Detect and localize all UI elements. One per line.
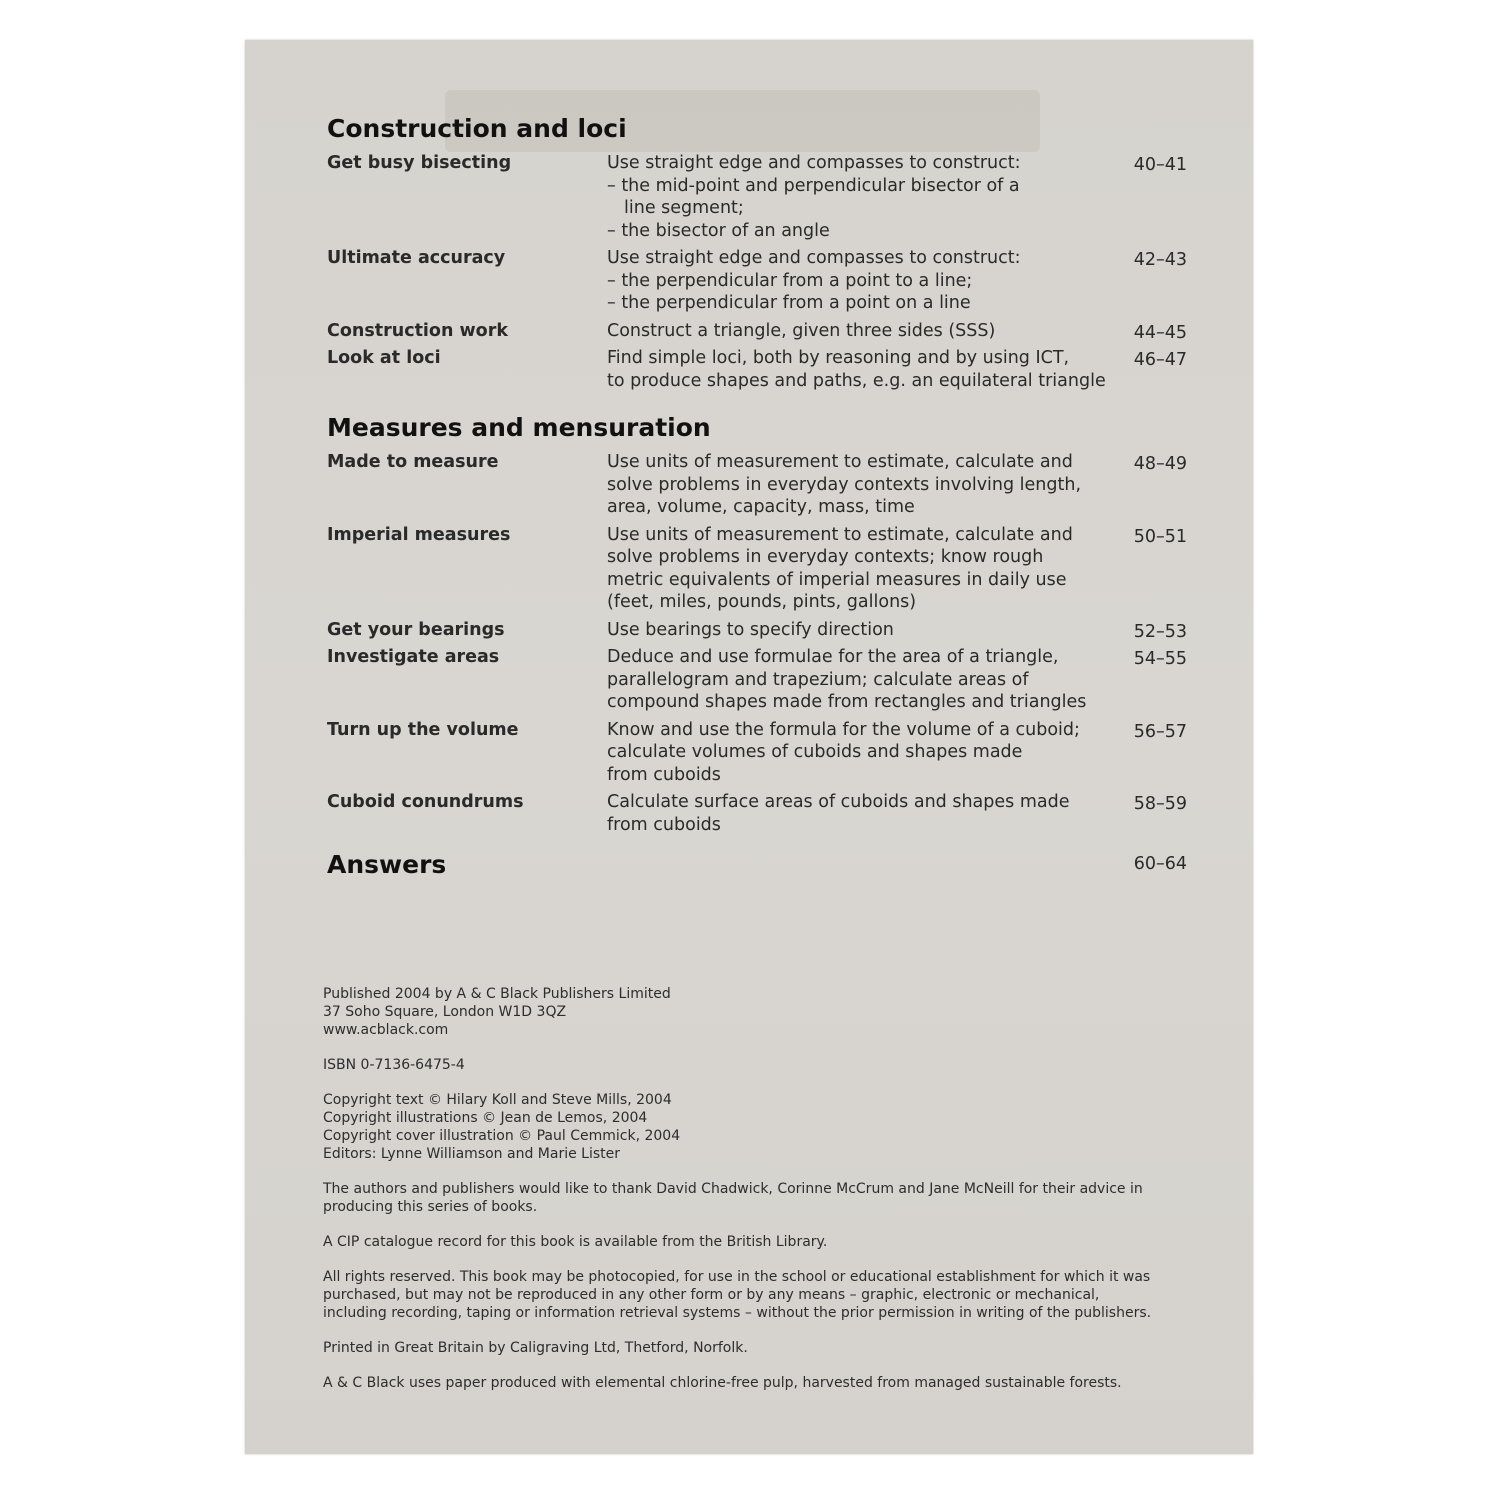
contents-row bbox=[327, 646, 1197, 714]
publisher-info bbox=[323, 985, 1203, 1039]
page-range: 42–43 bbox=[1133, 250, 1187, 270]
description-line: to produce shapes and paths, e.g. an equilateral triangle bbox=[607, 370, 1106, 391]
topic-description bbox=[607, 619, 1107, 642]
page-range: 46–47 bbox=[1133, 350, 1187, 370]
description-line: Know and use the formula for the volume of a cuboid; bbox=[607, 719, 1080, 740]
section-gap bbox=[327, 397, 1197, 411]
topic-description bbox=[607, 320, 1107, 343]
description-line: calculate volumes of cuboids and shapes made bbox=[607, 742, 1023, 762]
topic-title: Turn up the volume bbox=[327, 719, 519, 740]
contents-list bbox=[327, 112, 1197, 888]
page-range: 48–49 bbox=[1133, 454, 1187, 474]
copyright-line: Copyright illustrations © Jean de Lemos, 2004 bbox=[323, 1110, 648, 1126]
rights-line: including recording, taping or information retrieval systems – without the prior permission in writing of the publishers. bbox=[323, 1305, 1152, 1321]
topic-description bbox=[607, 247, 1107, 315]
section-measures-and-mensuration bbox=[327, 411, 1197, 836]
description-line: Use straight edge and compasses to construct: bbox=[607, 248, 1021, 268]
topic-title: Look at loci bbox=[327, 348, 441, 368]
section-construction-and-loci bbox=[327, 112, 1197, 392]
cip-notice: A CIP catalogue record for this book is available from the British Library. bbox=[323, 1234, 828, 1250]
description-line: line segment; bbox=[624, 198, 744, 218]
editors-line: Editors: Lynne Williamson and Marie Lister bbox=[323, 1146, 620, 1162]
topic-title: Get your bearings bbox=[327, 619, 505, 640]
page-range: 44–45 bbox=[1133, 322, 1187, 343]
contents-row bbox=[327, 347, 1197, 392]
description-line: – the mid-point and perpendicular bisector of a bbox=[607, 175, 1020, 196]
topic-title: Made to measure bbox=[327, 452, 499, 472]
acknowledgement-line: The authors and publishers would like to thank David Chadwick, Corinne McCrum and Jane McNeill for their advice in bbox=[323, 1181, 1143, 1197]
copyright-info bbox=[323, 1091, 1203, 1163]
contents-row bbox=[327, 619, 1197, 642]
acknowledgement-line: producing this series of books. bbox=[323, 1199, 538, 1215]
topic-description bbox=[607, 719, 1107, 787]
topic-title: Construction work bbox=[327, 320, 508, 341]
description-line: parallelogram and trapezium; calculate areas of bbox=[607, 669, 1029, 690]
description-line: Use bearings to specify direction bbox=[607, 619, 894, 640]
answers-row bbox=[327, 848, 1197, 888]
printer-notice: Printed in Great Britain by Caligraving Ltd, Thetford, Norfolk. bbox=[323, 1340, 748, 1356]
description-line: compound shapes made from rectangles and triangles bbox=[607, 692, 1087, 712]
website-line: www.acblack.com bbox=[323, 1022, 449, 1038]
description-line: Use units of measurement to estimate, calculate and bbox=[607, 452, 1073, 472]
isbn: ISBN 0-7136-6475-4 bbox=[323, 1057, 465, 1073]
contents-row bbox=[327, 152, 1197, 242]
contents-row bbox=[327, 247, 1197, 315]
publisher-line: Published 2004 by A & C Black Publishers Limited bbox=[323, 986, 671, 1002]
acknowledgements bbox=[323, 1180, 1203, 1216]
description-line: Use straight edge and compasses to construct: bbox=[607, 153, 1021, 173]
description-line: area, volume, capacity, mass, time bbox=[607, 497, 915, 517]
page-range: 52–53 bbox=[1133, 621, 1187, 642]
section-title: Measures and mensuration bbox=[327, 413, 711, 442]
topic-description bbox=[607, 646, 1107, 714]
description-line: metric equivalents of imperial measures in daily use bbox=[607, 569, 1067, 590]
copyright-line: Copyright cover illustration © Paul Cemmick, 2004 bbox=[323, 1128, 681, 1144]
topic-description bbox=[607, 152, 1107, 242]
page-range: 60–64 bbox=[1133, 854, 1187, 874]
description-line: Use units of measurement to estimate, calculate and bbox=[607, 524, 1073, 545]
topic-description bbox=[607, 347, 1107, 392]
description-line: – the perpendicular from a point to a line; bbox=[607, 270, 973, 291]
page-range: 40–41 bbox=[1133, 155, 1187, 175]
address-line: 37 Soho Square, London W1D 3QZ bbox=[323, 1004, 567, 1020]
description-line: from cuboids bbox=[607, 814, 721, 835]
contents-row bbox=[327, 791, 1197, 836]
topic-description bbox=[607, 791, 1107, 836]
description-line: Calculate surface areas of cuboids and shapes made bbox=[607, 792, 1070, 812]
paper-notice: A & C Black uses paper produced with elemental chlorine-free pulp, harvested from managed sustainable forests. bbox=[323, 1375, 1122, 1391]
page-range: 56–57 bbox=[1133, 721, 1187, 742]
topic-title: Get busy bisecting bbox=[327, 153, 512, 173]
topic-title: Ultimate accuracy bbox=[327, 248, 506, 268]
section-title: Construction and loci bbox=[327, 114, 627, 143]
book-page bbox=[245, 40, 1253, 1454]
description-line: Deduce and use formulae for the area of a triangle, bbox=[607, 647, 1059, 667]
contents-row bbox=[327, 524, 1197, 614]
topic-title: Imperial measures bbox=[327, 524, 511, 545]
description-line: solve problems in everyday contexts; know rough bbox=[607, 547, 1044, 567]
description-line: Find simple loci, both by reasoning and by using ICT, bbox=[607, 348, 1070, 368]
rights-line: All rights reserved. This book may be photocopied, for use in the school or educational establishment for which it was bbox=[323, 1269, 1151, 1285]
description-line: – the bisector of an angle bbox=[607, 220, 830, 241]
copyright-line: Copyright text © Hilary Koll and Steve Mills, 2004 bbox=[323, 1092, 672, 1108]
rights-notice bbox=[323, 1268, 1203, 1322]
description-line: (feet, miles, pounds, pints, gallons) bbox=[607, 592, 917, 612]
contents-row bbox=[327, 320, 1197, 343]
answers-title: Answers bbox=[327, 850, 447, 879]
contents-row bbox=[327, 451, 1197, 519]
topic-description bbox=[607, 451, 1107, 519]
page-range: 54–55 bbox=[1133, 649, 1187, 669]
page-range: 58–59 bbox=[1133, 794, 1187, 814]
rights-line: purchased, but may not be reproduced in any other form or by any means – graphic, electronic or mechanical, bbox=[323, 1287, 1100, 1303]
description-line: solve problems in everyday contexts involving length, bbox=[607, 474, 1082, 495]
topic-title: Cuboid conundrums bbox=[327, 792, 524, 812]
page-range: 50–51 bbox=[1133, 526, 1187, 547]
imprint-block bbox=[323, 985, 1203, 1409]
topic-description bbox=[607, 524, 1107, 614]
description-line: Construct a triangle, given three sides (SSS) bbox=[607, 320, 996, 341]
contents-row bbox=[327, 719, 1197, 787]
description-line: – the perpendicular from a point on a line bbox=[607, 293, 971, 313]
topic-title: Investigate areas bbox=[327, 647, 500, 667]
description-line: from cuboids bbox=[607, 764, 721, 785]
